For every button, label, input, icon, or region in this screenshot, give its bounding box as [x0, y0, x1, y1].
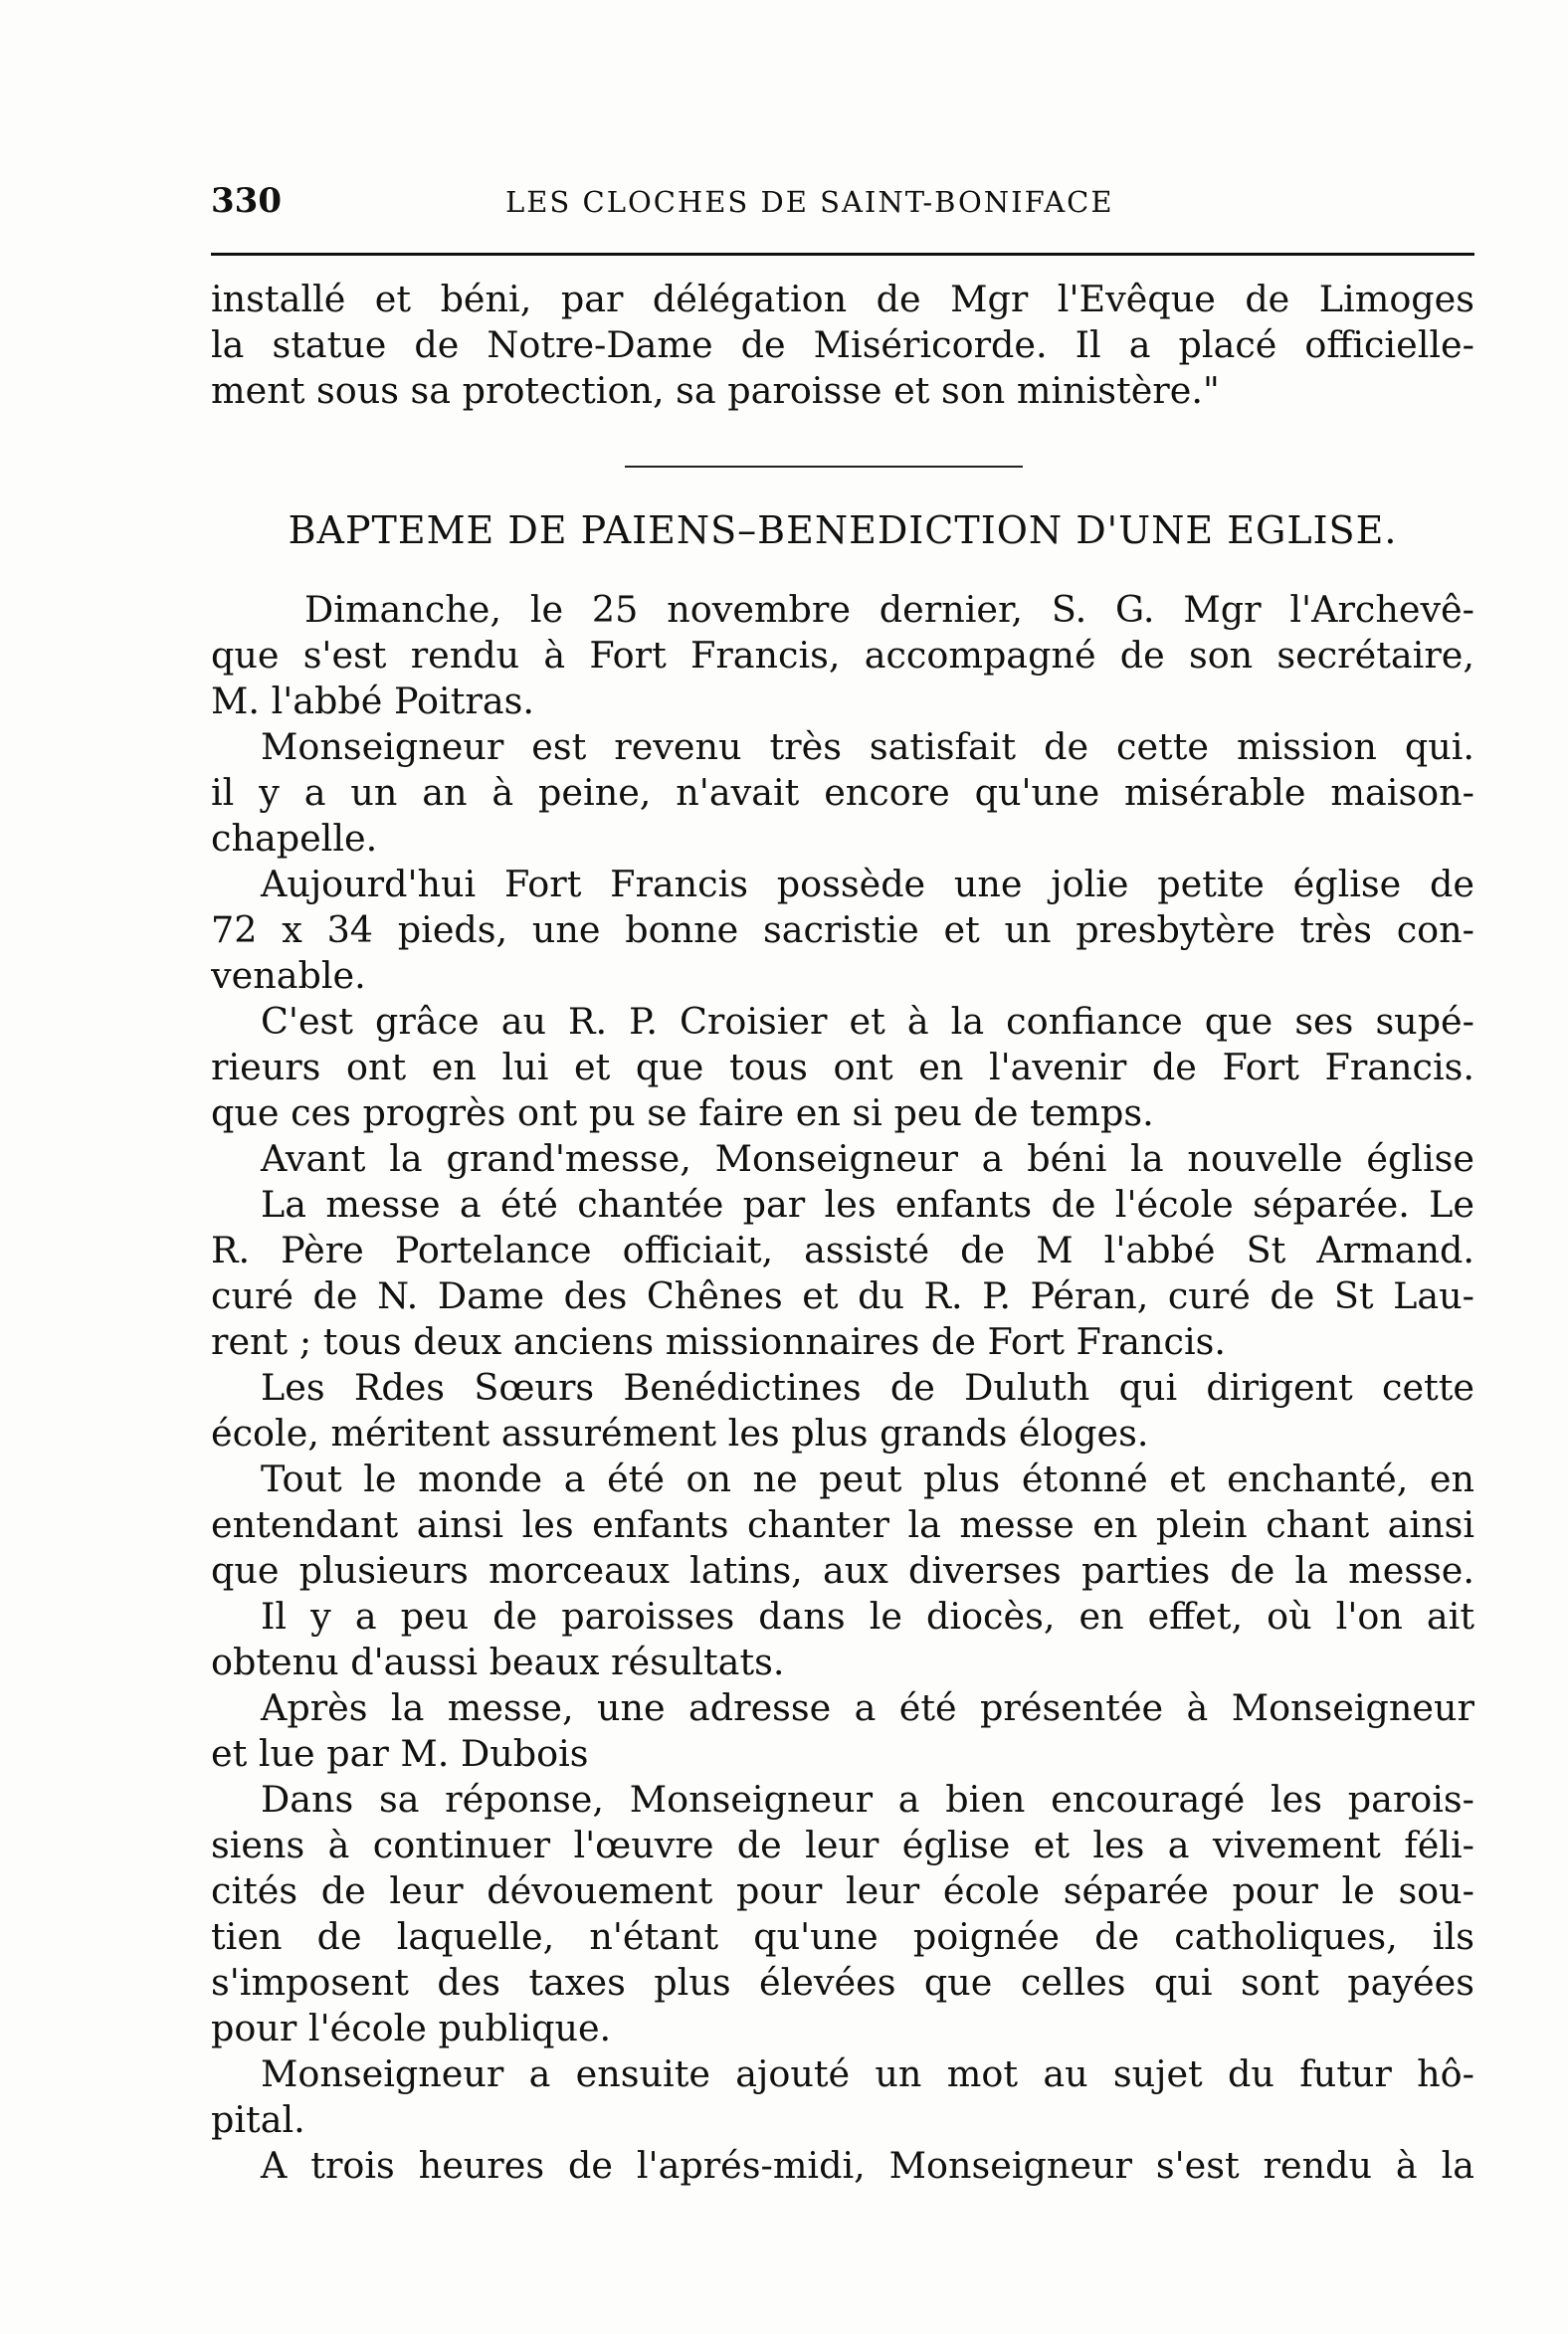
text-line: école, méritent assurément les plus grands éloges. [211, 1412, 1149, 1455]
text-line: La messe a été chantée par les enfants de l'école séparée. Le [261, 1183, 1474, 1226]
text-line: pital. [211, 2098, 305, 2141]
text-line: Dans sa réponse, Monseigneur a bien encouragé les parois- [261, 1778, 1474, 1821]
text-line: rieurs ont en lui et que tous ont en l'avenir de Fort Francis. [211, 1046, 1474, 1088]
running-head [211, 181, 1474, 225]
text-line: obtenu d'aussi beaux résultats. [211, 1641, 785, 1683]
text-line: Il y a peu de paroisses dans le diocès, en effet, où l'on ait [261, 1595, 1474, 1638]
intro-paragraph [211, 277, 1474, 414]
text-line: que plusieurs morceaux latins, aux diverses parties de la messe. [211, 1549, 1474, 1592]
text-line: Les Rdes Sœurs Benédictines de Duluth qui dirigent cette [261, 1366, 1474, 1409]
text-line: venable. [211, 954, 366, 997]
text-line: rent ; tous deux anciens missionnaires de Fort Francis. [211, 1320, 1227, 1363]
text-line: cités de leur dévouement pour leur école séparée pour le sou- [211, 1869, 1474, 1912]
text-line: installé et béni, par délégation de Mgr l'Evêque de Limoges [211, 278, 1474, 320]
text-line: R. Père Portelance officiait, assisté de M l'abbé St Armand. [211, 1229, 1474, 1271]
text-line: Monseigneur est revenu très satisfait de cette mission qui. [261, 725, 1474, 768]
text-line: curé de N. Dame des Chênes et du R. P. Péran, curé de St Lau- [211, 1274, 1474, 1317]
text-line: pour l'école publique. [211, 2007, 612, 2049]
text-line: siens à continuer l'œuvre de leur église et les a vivement féli- [211, 1824, 1474, 1866]
text-line: Aujourd'hui Fort Francis possède une jolie petite église de [261, 863, 1474, 905]
text-line: C'est grâce au R. P. Croisier et à la confiance que ses supé- [261, 1000, 1474, 1043]
text-line: entendant ainsi les enfants chanter la messe en plein chant ainsi [211, 1503, 1474, 1546]
section-separator-rule [625, 466, 1023, 468]
text-line: tien de laquelle, n'étant qu'une poignée de catholiques, ils [211, 1915, 1474, 1958]
text-line: M. l'abbé Poitras. [211, 680, 534, 722]
text-line: Dimanche, le 25 novembre dernier, S. G. Mgr l'Archevê- [304, 588, 1474, 631]
text-line: et lue par M. Dubois [211, 1732, 589, 1775]
text-line: s'imposent des taxes plus élevées que celles qui sont payées [211, 1961, 1474, 2004]
header-rule [211, 253, 1474, 256]
text-line: que ces progrès ont pu se faire en si peu de temps. [211, 1091, 1154, 1134]
text-line: il y a un an à peine, n'avait encore qu'une misérable maison- [211, 771, 1474, 814]
section-heading: BAPTEME DE PAIENS–BENEDICTION D'UNE EGLISE. [288, 508, 1398, 552]
text-line: Avant la grand'messe, Monseigneur a béni la nouvelle église [261, 1137, 1474, 1180]
text-line: Monseigneur a ensuite ajouté un mot au sujet du futur hô- [261, 2052, 1474, 2095]
text-line: Tout le monde a été on ne peut plus étonné et enchanté, en [261, 1458, 1474, 1500]
text-line: chapelle. [211, 817, 378, 860]
text-line: que s'est rendu à Fort Francis, accompagné de son secrétaire, [211, 634, 1474, 677]
text-line: Après la messe, une adresse a été présentée à Monseigneur [261, 1686, 1474, 1729]
text-line: 72 x 34 pieds, une bonne sacristie et un presbytère très con- [211, 908, 1474, 951]
page-number: 330 [211, 181, 282, 221]
body-text [211, 587, 1474, 2189]
text-line: la statue de Notre-Dame de Miséricorde. Il a placé officielle- [211, 323, 1474, 366]
text-line: A trois heures de l'aprés-midi, Monseigneur s'est rendu à la [261, 2144, 1474, 2187]
running-title: LES CLOCHES DE SAINT-BONIFACE [505, 185, 1114, 219]
text-line: ment sous sa protection, sa paroisse et son ministère." [211, 369, 1220, 412]
